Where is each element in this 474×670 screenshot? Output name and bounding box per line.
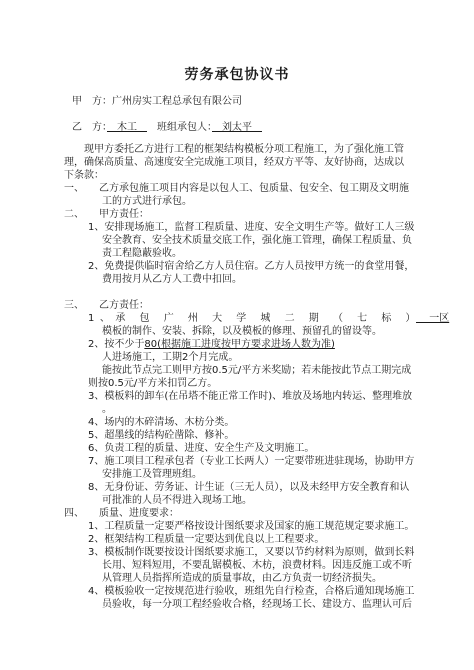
section-3-item-7a: 7、施工项目工程承包者（专业工长两人）一定要带班进驻现场，协助甲方: [88, 456, 415, 467]
party-b-line: [72, 122, 262, 134]
section-3-item-4: 4、场内的木碎清场、木枋分类。: [88, 417, 235, 428]
intro-line-1: 现甲方委托乙方进行工程的框架结构模板分项工程施工，为了强化施工管: [84, 144, 404, 155]
section-2-line-5: 费用按月从乙方人工费中扣回。: [102, 274, 242, 285]
section-3-headcount-pre: 2、按不少于: [88, 339, 145, 350]
section-3-item-3b: 。: [102, 404, 112, 415]
party-a-line: [72, 96, 242, 108]
party-b-trade: 木工: [107, 122, 147, 133]
intro-line-3: 下条款：: [64, 170, 104, 181]
section-4-line-4: 长用、短料短用，不要乱锯模板、木枋，浪费材料。因违反施工或不听: [102, 560, 412, 571]
section-3-item-5: 5、超墨线的结构砼凿除、修补。: [88, 430, 235, 441]
party-b-label: 乙 方：: [72, 122, 107, 133]
section-3-zone: 一区: [416, 313, 450, 324]
section-4-line-2: 2、框架结构工程质量一定要达到优良以上工程要求。: [88, 534, 325, 545]
party-a-value: 广州房实工程总承包有限公司: [112, 96, 242, 107]
section-2-line-4: 2、免费提供临时宿舍给乙方人员住宿。乙方人员按甲方统一的食堂用餐，: [88, 261, 415, 272]
section-2-line-3: 责工程隐蔽验收。: [102, 248, 182, 259]
document-title: 劳务承包协议书: [184, 67, 290, 83]
section-1-line-2: 工的方式进行承包。: [102, 196, 192, 207]
section-3-project-text: 1、承 包 广 州 大 学 城 二 期 （ 七 标 ）: [88, 313, 417, 324]
intro-line-2: 理，确保高质量、高速度安全完成施工项目，经双方平等、友好协商，达成以: [64, 157, 404, 168]
section-3-heading: 三、 乙方责任：: [64, 300, 149, 311]
section-3-reward-1: 能按此节点完工则甲方按0.5元/平方米奖励；若未能按此节点工期完成: [102, 365, 412, 376]
section-3-reward-2: 则按0.5元/平方米扣罚乙方。: [88, 378, 218, 389]
party-b-contractor-label: 班组承包人：: [157, 122, 212, 133]
party-a-label: 甲 方：: [72, 96, 112, 107]
section-3-item-8a: 8、无身份证、劳务证、计生证（三无人员），以及未经甲方安全教育和认: [88, 482, 410, 493]
section-3-line-1: [88, 313, 449, 325]
section-3-item-6: 6、负责工程的质量、进度、安全生产及文明施工。: [88, 443, 315, 454]
section-4-line-3: 3、模板制作既要按设计图纸要求施工，又要以节约材料为原则，做到长料: [88, 547, 415, 558]
section-3-headcount: 80(根据施工进度按甲方要求进场人数为准): [144, 339, 335, 350]
section-3-item-7b: 安排施工及管理班组。: [102, 469, 202, 480]
section-2-line-2: 安全教育、安全技术质量交底工作，强化施工管理，确保工程质量、负: [102, 235, 412, 246]
section-4-heading: 四、 质量、进度要求：: [64, 508, 179, 519]
section-4-line-7: 员验收，每一分项工程经验收合格，经现场工长、建设方、监理认可后: [102, 599, 412, 610]
section-4-line-1: 1、工程质量一定要严格按设计图纸要求及国家的施工规范规定要求施工。: [88, 521, 415, 532]
section-4-line-5: 从管理人员指挥所造成的质量事故，由乙方负责一切经济损失。: [102, 573, 382, 584]
section-2-line-1: 1、安排现场施工，监督工程质量、进度、安全文明生产等。做好工人三级: [88, 222, 415, 233]
section-3-item-3a: 3、模板料的卸车(在吊塔不能正常工作时)、堆放及场地内转运、整理堆放: [88, 391, 413, 402]
section-3-item-8b: 可批准的人员不得进入现场工地。: [102, 495, 252, 506]
section-3-line-4: 人进场施工，工期2个月完成。: [102, 352, 239, 363]
section-3-line-2: 模板的制作、安装、拆除，以及模板的修理、预留孔的留设等。: [102, 326, 382, 337]
section-1-line-1: 一、 乙方承包施工项目内容是以包人工、包质量、包安全、包工期及文明施: [64, 183, 409, 194]
party-b-contractor-name: 刘太平: [212, 122, 262, 133]
section-2-heading: 二、 甲方责任：: [64, 209, 149, 220]
section-4-line-6: 4、模板验收一定按规范进行验收，班组先自行检查，合格后通知现场施工: [88, 586, 415, 597]
section-3-line-3: [88, 339, 335, 351]
